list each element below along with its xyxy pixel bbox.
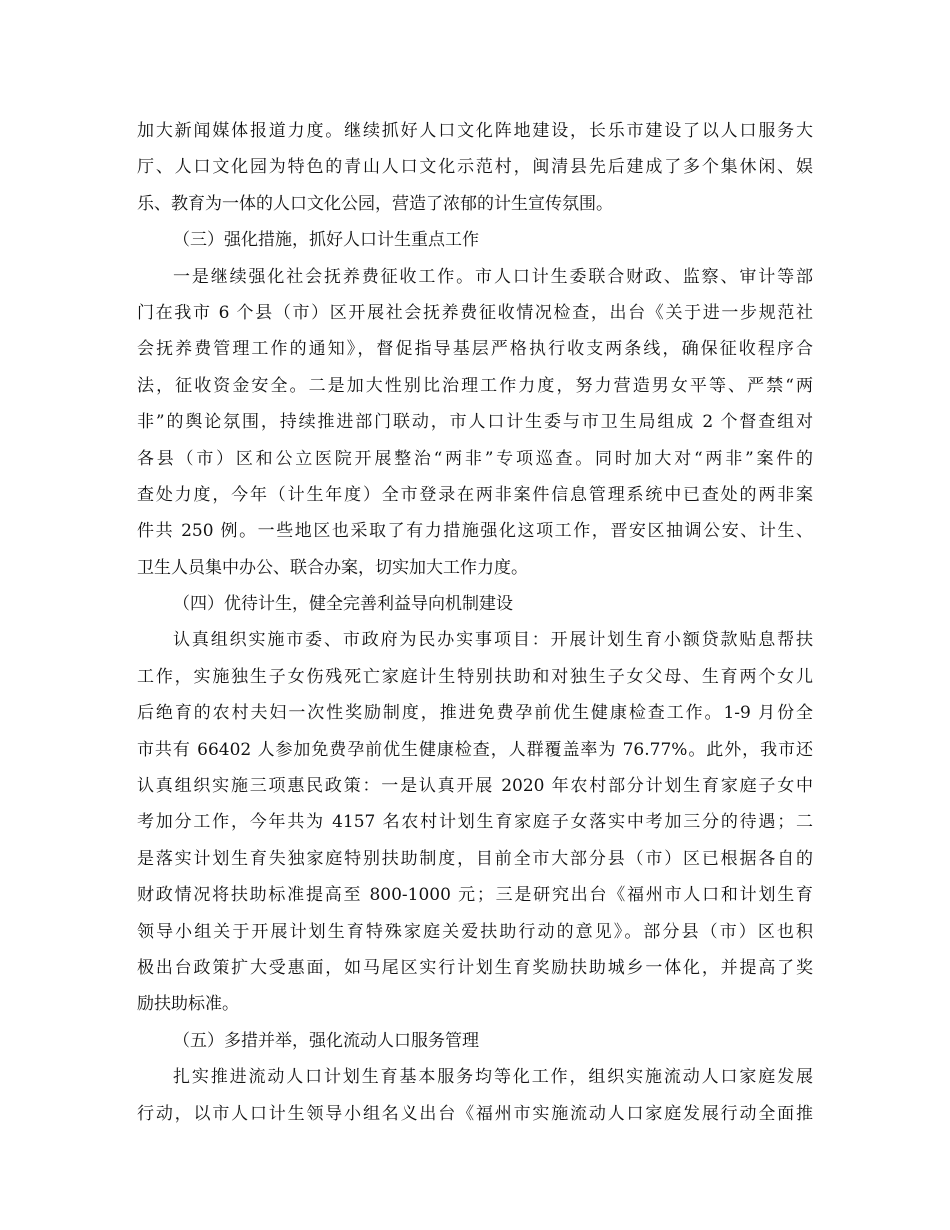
text-line: 各县（市）区和公立医院开展整治“两非”专项巡查。同时加大对“两非”案件的	[137, 448, 813, 469]
text-line: 会抚养费管理工作的通知》，督促指导基层严格执行收支两条线，确保征收程序合	[137, 339, 813, 360]
paragraph-benefits	[137, 622, 813, 1022]
text-line: 是落实计划生育失独家庭特别扶助制度，目前全市大部分县（市）区已根据各自的	[137, 848, 813, 869]
text-line: 工作，实施独生子女伤残死亡家庭计生特别扶助和对独生子女父母、生育两个女儿	[137, 666, 813, 687]
text-line: 卫生人员集中办公、联合办案，切实加大工作力度。	[137, 557, 528, 578]
section-heading-3: （三）强化措施，抓好人口计生重点工作	[173, 230, 479, 251]
text-line: 考加分工作，今年共为 4157 名农村计划生育家庭子女落实中考加三分的待遇；二	[137, 812, 813, 833]
text-line: 励扶助标准。	[137, 994, 239, 1015]
text-line: 市共有 66402 人参加免费孕前优生健康检查，人群覆盖率为 76.77%。此外，我市还	[137, 739, 813, 760]
text-line: 厅、人口文化园为特色的青山人口文化示范村，闽清县先后建成了多个集休闲、娱	[137, 157, 813, 178]
paragraph-news-media	[137, 113, 813, 222]
text-line: 查处力度，今年（计生年度）全市登录在两非案件信息管理系统中已查处的两非案	[137, 484, 813, 505]
text-line: 认真组织实施市委、市政府为民办实事项目：开展计划生育小额贷款贴息帮扶	[173, 630, 813, 651]
text-line: 后绝育的农村夫妇一次性奖励制度，推进免费孕前优生健康检查工作。1-9 月份全	[137, 703, 813, 724]
section-heading-5: （五）多措并举，强化流动人口服务管理	[173, 1030, 479, 1051]
text-line: 一是继续强化社会抚养费征收工作。市人口计生委联合财政、监察、审计等部	[173, 266, 813, 287]
text-line: 领导小组关于开展计划生育特殊家庭关爱扶助行动的意见》。部分县（市）区也积	[137, 921, 813, 942]
text-line: 财政情况将扶助标准提高至 800-1000 元；三是研究出台《福州市人口和计划生育	[137, 885, 813, 906]
text-line: 乐、教育为一体的人口文化公园，营造了浓郁的计生宣传氛围。	[137, 193, 613, 214]
text-line: 扎实推进流动人口计划生育基本服务均等化工作，组织实施流动人口家庭发展	[173, 1067, 813, 1088]
text-line: 非”的舆论氛围，持续推进部门联动，市人口计生委与市卫生局组成 2 个督查组对	[137, 412, 813, 433]
paragraph-floating-population	[137, 1059, 813, 1132]
text-line: 加大新闻媒体报道力度。继续抓好人口文化阵地建设，长乐市建设了以人口服务大	[137, 121, 813, 141]
paragraph-social-fee	[137, 259, 813, 587]
text-line: 认真组织实施三项惠民政策：一是认真开展 2020 年农村部分计划生育家庭子女中	[137, 776, 813, 797]
text-line: 极出台政策扩大受惠面，如马尾区实行计划生育奖励扶助城乡一体化，并提高了奖	[137, 957, 813, 978]
document-page	[137, 113, 813, 1132]
text-line: 件共 250 例。一些地区也采取了有力措施强化这项工作，晋安区抽调公安、计生、	[137, 521, 813, 542]
text-line: 法，征收资金安全。二是加大性别比治理工作力度，努力营造男女平等、严禁“两	[137, 375, 813, 396]
text-line: 门在我市 6 个县（市）区开展社会抚养费征收情况检查，出台《关于进一步规范社	[137, 302, 813, 323]
section-heading-4: （四）优待计生，健全完善利益导向机制建设	[173, 594, 513, 615]
text-line: 行动，以市人口计生领导小组名义出台《福州市实施流动人口家庭发展行动全面推	[137, 1103, 813, 1124]
